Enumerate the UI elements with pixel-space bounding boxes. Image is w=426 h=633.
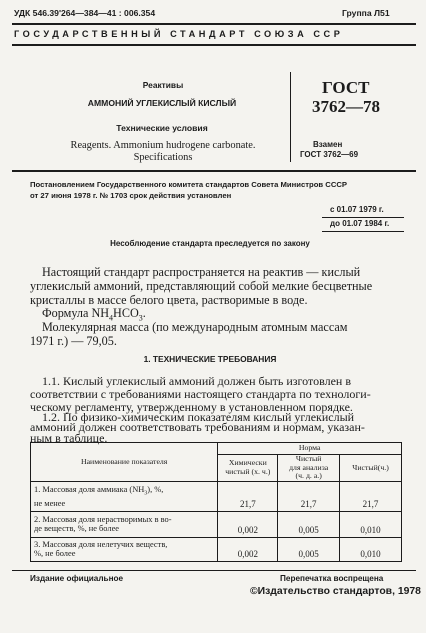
replaces-standard: ГОСТ 3762—69 [300, 150, 359, 159]
clause-1-2-line3: ным в таблице. [30, 431, 108, 445]
cda-column-header: Чистый для анализа (ч. д. а.) [278, 455, 340, 482]
row-label: 3. Массовая доля нелетучих веществ, %, не более [31, 537, 218, 561]
table-row [31, 481, 402, 511]
clause-1-2-line2: аммоний должен соответствовать требованиям и нормам, указан- [30, 420, 365, 434]
value-cell: 21,7 [340, 481, 402, 511]
value-cell: 0,005 [278, 511, 340, 537]
official-edition-label: Издание официальное [30, 574, 124, 583]
title-divider [290, 72, 291, 162]
chda-column-header: Химически чистый (х. ч.) [218, 455, 278, 482]
publisher-copyright: ©Издательство стандартов, 1978 [250, 586, 421, 597]
table-row [31, 511, 402, 537]
ch-column-header: Чистый(ч.) [340, 455, 402, 482]
footer-rule [12, 570, 416, 571]
value-cell: 21,7 [218, 481, 278, 511]
chemical-formula: Формула $NH_4HCO_3$. [42, 306, 146, 323]
clause-1-1-line3: ческому регламенту, утвержденному в установленном порядке. [30, 400, 353, 414]
intro-line1: Настоящий стандарт распространяется на реактив — кислый [42, 265, 361, 279]
clause-1-1-line2: соответствии с требованиями настоящего стандарта по технологи- [30, 387, 371, 401]
date-underline-2 [322, 231, 404, 232]
header-rule [12, 44, 416, 46]
value-cell: 0,002 [218, 537, 278, 561]
section-heading: 1. ТЕХНИЧЕСКИЕ ТРЕБОВАНИЯ [143, 354, 277, 364]
group-code: Группа Л51 [342, 8, 390, 18]
reprint-prohibited-label: Перепечатка воспрещена [280, 574, 384, 583]
intro-line3: кристаллы в массе белого цвета, растворимые в воде. [30, 293, 308, 307]
intro-line2: углекислый аммоний, представляющий собой мелкие бесцветные [30, 279, 373, 293]
requirements-table [30, 442, 402, 562]
decree-line1: Постановлением Государственного комитета стандартов Совета Министров СССР [30, 180, 348, 189]
effective-from-date: с 01.07 1979 г. [330, 205, 384, 214]
effective-to-date: до 01.07 1984 г. [330, 219, 390, 228]
english-title-line2: Specifications [133, 152, 193, 163]
english-title-line1: Reagents. Ammonium hudrogene carbonate. [70, 140, 256, 151]
date-underline-1 [322, 217, 404, 218]
table-row [31, 537, 402, 561]
value-cell: 21,7 [278, 481, 340, 511]
document-title: АММОНИЙ УГЛЕКИСЛЫЙ КИСЛЫЙ [87, 98, 237, 108]
replaces-label: Взамен [313, 140, 343, 149]
value-cell: 0,002 [218, 511, 278, 537]
top-rule [12, 23, 416, 25]
gost-number: 3762—78 [312, 97, 380, 116]
gost-label: ГОСТ [322, 78, 370, 97]
udc-code: УДК 546.39'264—384—41 : 006.354 [14, 8, 156, 18]
row-label: 1. Массовая доля аммиака $(NH_3)$, %, не менее [31, 481, 218, 511]
value-cell: 0,010 [340, 511, 402, 537]
document-subtitle: Технические условия [116, 123, 208, 133]
law-warning: Несоблюдение стандарта преследуется по закону [110, 239, 310, 248]
decree-line2: от 27 июня 1978 г. № 1703 срок действия установлен [30, 191, 232, 200]
title-rule [12, 170, 416, 172]
table-header-row [31, 443, 402, 455]
value-cell: 0,005 [278, 537, 340, 561]
value-cell: 0,010 [340, 537, 402, 561]
molecular-mass-line1: Молекулярная масса (по международным атомным массам [42, 320, 348, 334]
state-standard-line: ГОСУДАРСТВЕННЫЙ СТАНДАРТ СОЮЗА ССР [14, 29, 344, 39]
clause-1-2-line1: 1.2. По физико-химическим показателям кислый углекислый [42, 410, 355, 424]
clause-1-1-line1: 1.1. Кислый углекислый аммоний должен быть изготовлен в [42, 374, 352, 388]
row-label: 2. Массовая доля нерастворимых в во- де веществ, %, не более [31, 511, 218, 537]
norm-column-header: Норма [218, 443, 402, 455]
category-label: Реактивы [142, 80, 184, 90]
molecular-mass-line2: 1971 г.) — 79,05. [30, 334, 117, 348]
indicator-column-header: Наименование показателя [31, 443, 218, 482]
